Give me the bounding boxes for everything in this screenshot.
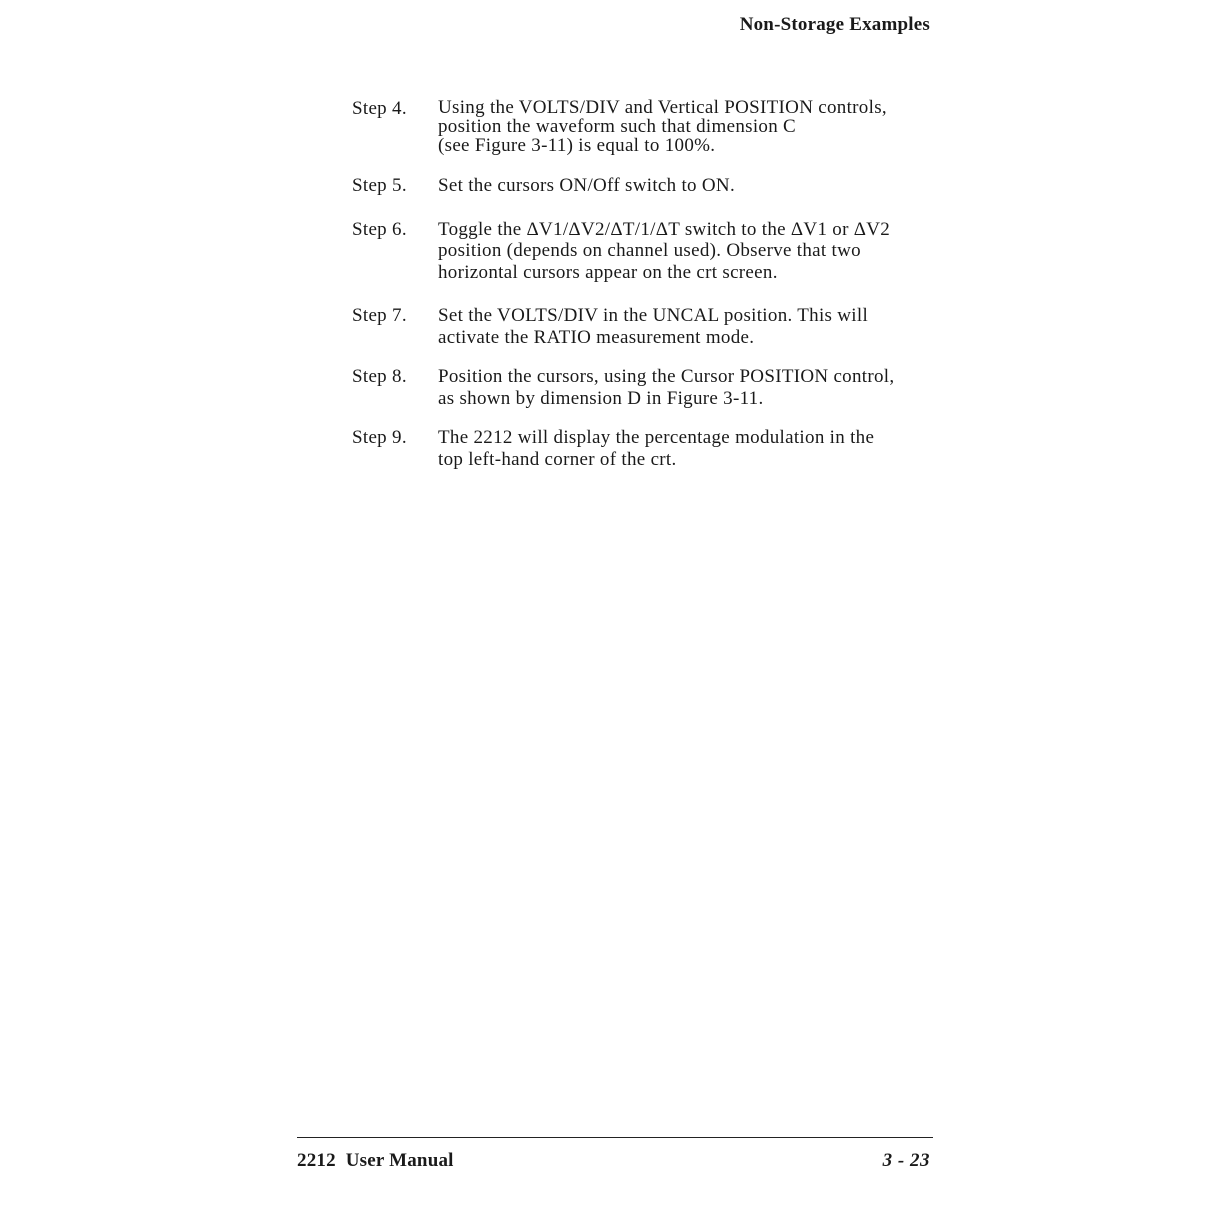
page-header-title: Non-Storage Examples (739, 14, 930, 35)
step-text: Using the VOLTS/DIV and Vertical POSITION controls, position the waveform such that dimension C (see Figure 3-11) is equal to 100%. (438, 97, 887, 156)
step-item (352, 219, 952, 284)
step-text: Set the cursors ON/Off switch to ON. (438, 175, 735, 196)
procedure-steps (352, 98, 952, 470)
step-item (352, 175, 952, 197)
step-label: Step 9. (352, 427, 407, 448)
step-item (352, 366, 952, 409)
step-item (352, 427, 952, 470)
step-text: Toggle the ΔV1/ΔV2/ΔT/1/ΔT switch to the ΔV1 or ΔV2 position (depends on channel used). Observe that two horizontal cursors appear on the crt screen. (438, 218, 891, 283)
step-item (352, 98, 952, 155)
footer-page-number: 3 - 23 (882, 1150, 930, 1171)
step-item (352, 305, 952, 348)
step-label: Step 7. (352, 305, 407, 326)
footer-manual-title: 2212 User Manual (297, 1150, 454, 1171)
step-label: Step 8. (352, 366, 407, 387)
footer-divider (297, 1137, 933, 1138)
step-label: Step 4. (352, 98, 407, 119)
step-label: Step 5. (352, 175, 407, 196)
step-label: Step 6. (352, 218, 407, 240)
step-text: The 2212 will display the percentage modulation in the top left-hand corner of the crt. (438, 427, 875, 470)
step-text: Set the VOLTS/DIV in the UNCAL position. This will activate the RATIO measurement mode. (438, 305, 869, 348)
step-text: Position the cursors, using the Cursor POSITION control, as shown by dimension D in Figure 3-11. (438, 366, 895, 409)
